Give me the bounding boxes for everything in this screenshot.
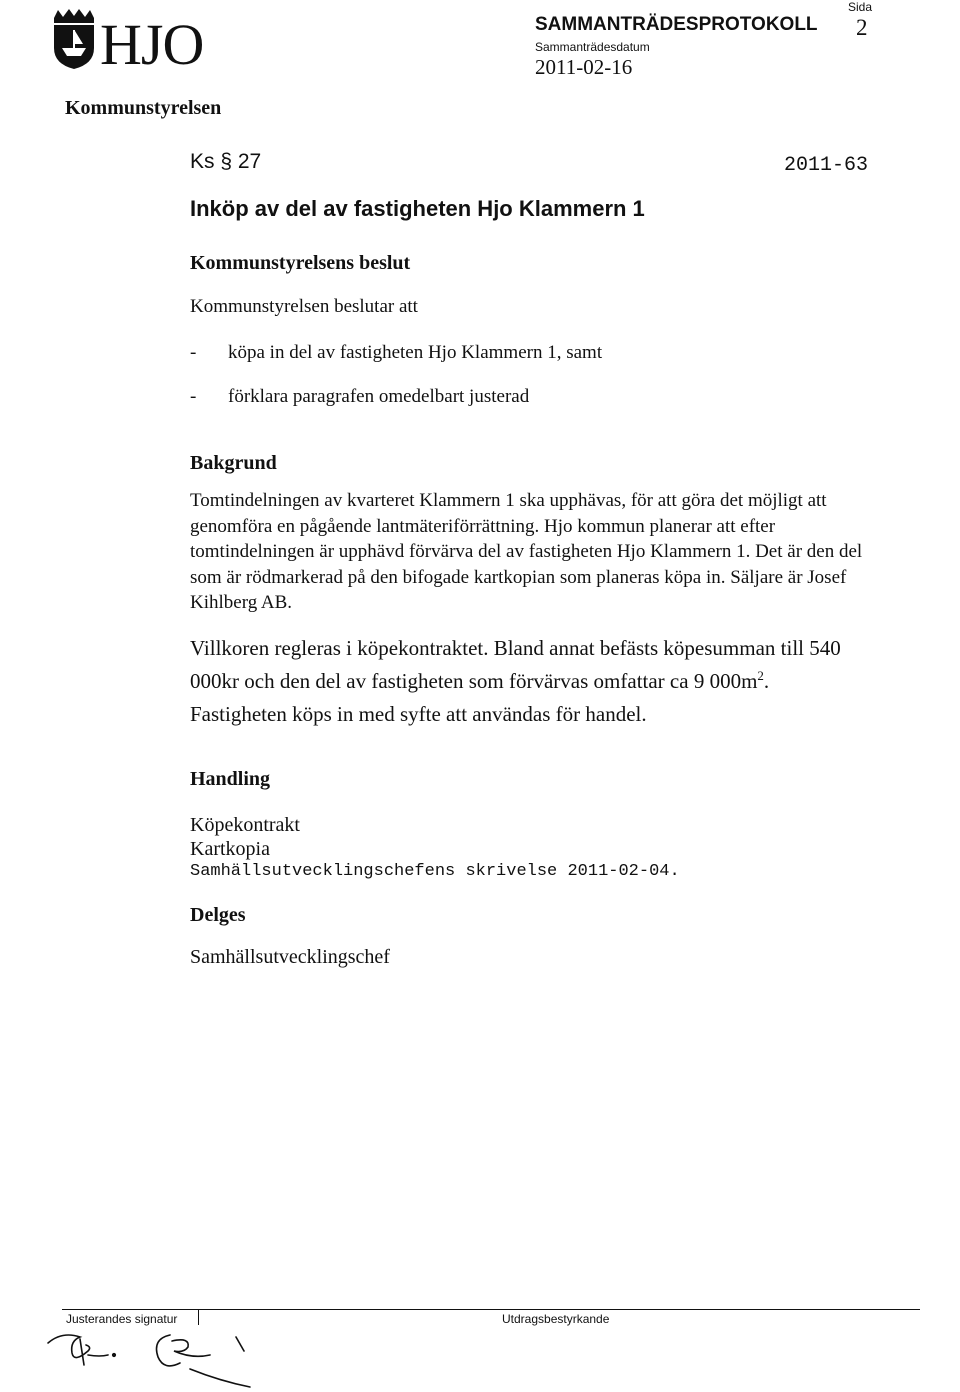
page-label: Sida bbox=[848, 0, 873, 14]
background-paragraph-1: Tomtindelningen av kvarteret Klammern 1 ska upphävas, för att göra det möjligt att genomföra en pågående lantmäteriförrättning. Hjo kommun planerar att efter tomtindelningen är upphävd förvärva del av fastigheten Hjo Klammern 1. Det är den del som är rödmarkerad på den bifogade kartkopian som planeras köpa in. Säljare är Josef Kihlberg AB. bbox=[190, 490, 863, 613]
meeting-date-label: Sammanträdesdatum bbox=[535, 40, 650, 54]
footer-divider bbox=[198, 1309, 199, 1325]
background-heading: Bakgrund bbox=[190, 452, 277, 474]
matter-title: Inköp av del av fastigheten Hjo Klammern 1 bbox=[190, 196, 645, 221]
organization-name: Kommunstyrelsen bbox=[65, 97, 222, 119]
handwritten-signature bbox=[40, 1325, 280, 1391]
document-type: SAMMANTRÄDESPROTOKOLL bbox=[535, 14, 818, 35]
municipality-logo bbox=[50, 8, 240, 78]
handling-item: Köpekontrakt bbox=[190, 814, 300, 836]
handling-item: Samhällsutvecklingschefens skrivelse 2011-02-04. bbox=[190, 862, 680, 881]
decision-intro: Kommunstyrelsen beslutar att bbox=[190, 296, 418, 317]
coat-of-arms-icon bbox=[50, 8, 98, 70]
decision-item: köpa in del av fastigheten Hjo Klammern 1, samt bbox=[228, 342, 603, 363]
certification-label: Utdragsbestyrkande bbox=[502, 1312, 610, 1326]
page-number: 2 bbox=[856, 15, 868, 40]
bullet-marker: - bbox=[190, 342, 197, 363]
bullet-marker: - bbox=[190, 386, 197, 407]
background-paragraph-3: Fastigheten köps in med syfte att användas för handel. bbox=[190, 702, 647, 726]
handling-heading: Handling bbox=[190, 768, 271, 790]
distribution-item: Samhällsutvecklingschef bbox=[190, 946, 390, 968]
paragraph-2-end: . bbox=[763, 669, 770, 693]
superscript: 2 bbox=[757, 668, 764, 683]
logo-wordmark: HJO bbox=[100, 12, 204, 77]
paragraph-reference: Ks § 27 bbox=[190, 150, 262, 173]
handling-item: Kartkopia bbox=[190, 838, 270, 860]
paragraph-2-text: Villkoren regleras i köpekontraktet. Bland annat befästs köpesumman till 540 000kr och den del av fastigheten som förvärvas omfattar ca 9 000m bbox=[190, 636, 841, 693]
signature-label: Justerandes signatur bbox=[66, 1312, 178, 1326]
background-paragraph-2 bbox=[190, 634, 890, 695]
distribution-heading: Delges bbox=[190, 904, 246, 926]
footer-rule bbox=[62, 1309, 920, 1310]
decision-item: förklara paragrafen omedelbart justerad bbox=[228, 386, 530, 407]
meeting-date: 2011-02-16 bbox=[535, 55, 633, 79]
case-number: 2011-63 bbox=[784, 154, 869, 177]
decision-heading: Kommunstyrelsens beslut bbox=[190, 252, 411, 274]
